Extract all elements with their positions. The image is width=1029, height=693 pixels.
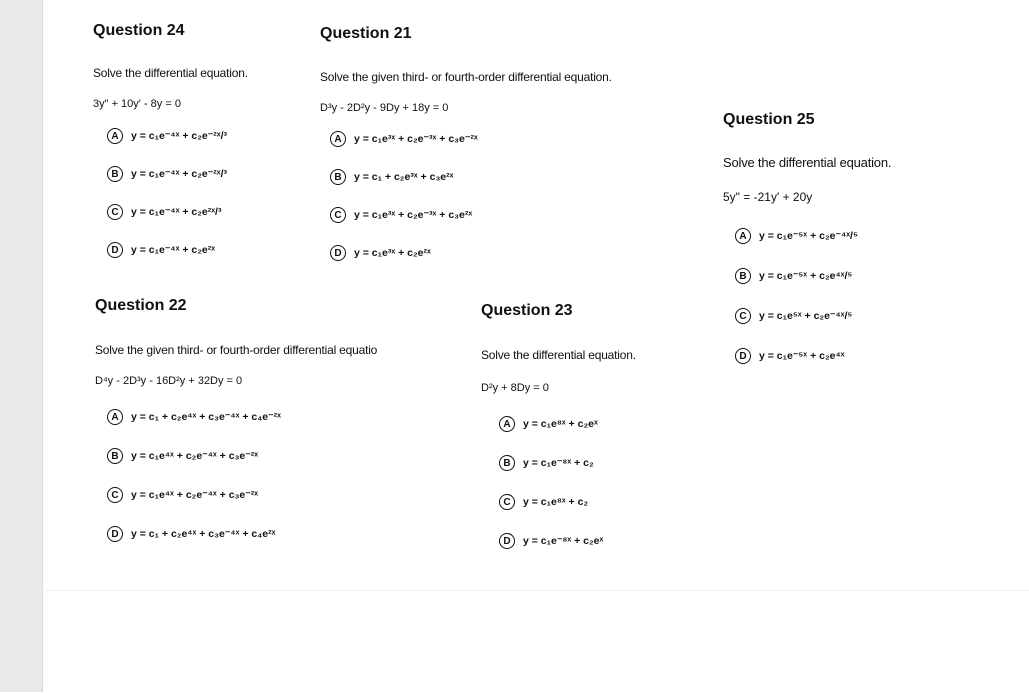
question-22 xyxy=(95,297,377,542)
option-bubble[interactable]: D xyxy=(735,348,751,364)
question-title: Question 25 xyxy=(723,111,815,128)
option-a[interactable] xyxy=(499,416,636,432)
option-b[interactable] xyxy=(499,455,636,471)
option-bubble[interactable]: D xyxy=(107,242,123,258)
option-bubble[interactable]: D xyxy=(330,245,346,261)
option-text: y = c₁e³ˣ + c₂e⁻³ˣ + c₃e⁻²ˣ xyxy=(354,133,478,145)
question-23 xyxy=(481,302,636,549)
option-text: y = c₁ + c₂e⁴ˣ + c₃e⁻⁴ˣ + c₄e⁻²ˣ xyxy=(131,411,281,423)
option-bubble[interactable]: A xyxy=(499,416,515,432)
option-bubble[interactable]: B xyxy=(330,169,346,185)
option-bubble[interactable]: C xyxy=(107,487,123,503)
option-d[interactable] xyxy=(107,526,377,542)
option-b[interactable] xyxy=(107,166,248,182)
question-title: Question 23 xyxy=(481,302,573,319)
option-text: y = c₁e⁻⁴ˣ + c₂e⁻²ˣ/³ xyxy=(131,130,228,142)
question-21 xyxy=(320,25,612,261)
question-title: Question 22 xyxy=(95,297,187,314)
option-bubble[interactable]: B xyxy=(107,166,123,182)
page-background xyxy=(43,590,1029,693)
option-a[interactable] xyxy=(107,128,248,144)
left-margin-strip xyxy=(0,0,43,692)
option-bubble[interactable]: A xyxy=(330,131,346,147)
question-equation: 5y" = -21y' + 20y xyxy=(723,190,813,204)
option-text: y = c₁e⁻⁴ˣ + c₂e²ˣ xyxy=(131,244,216,256)
option-text: y = c₁e⁸ˣ + c₂eˣ xyxy=(523,418,598,430)
option-bubble[interactable]: B xyxy=(107,448,123,464)
option-b[interactable] xyxy=(107,448,377,464)
option-bubble[interactable]: B xyxy=(735,268,751,284)
option-text: y = c₁e⁴ˣ + c₂e⁻⁴ˣ + c₃e⁻²ˣ xyxy=(131,450,259,462)
option-c[interactable] xyxy=(107,204,248,220)
option-text: y = c₁ + c₂e³ˣ + c₃e²ˣ xyxy=(354,171,454,183)
option-text: y = c₁e⁻⁵ˣ + c₂e⁴ˣ/⁵ xyxy=(759,270,853,282)
question-equation: D²y + 8Dy = 0 xyxy=(481,382,549,394)
option-c[interactable] xyxy=(107,487,377,503)
question-instruction: Solve the differential equation. xyxy=(723,155,892,170)
option-text: y = c₁e⁸ˣ + c₂ xyxy=(523,496,589,508)
option-bubble[interactable]: C xyxy=(107,204,123,220)
option-a[interactable] xyxy=(330,131,612,147)
option-b[interactable] xyxy=(330,169,612,185)
option-a[interactable] xyxy=(735,228,891,244)
option-b[interactable] xyxy=(735,268,891,284)
option-d[interactable] xyxy=(330,245,612,261)
question-25 xyxy=(723,111,891,364)
option-text: y = c₁e⁴ˣ + c₂e⁻⁴ˣ + c₃e⁻²ˣ xyxy=(131,489,259,501)
option-text: y = c₁e⁵ˣ + c₂e⁻⁴ˣ/⁵ xyxy=(759,310,853,322)
question-instruction: Solve the given third- or fourth-order differential equation. xyxy=(320,70,612,84)
option-text: y = c₁e³ˣ + c₂e²ˣ xyxy=(354,247,431,259)
option-a[interactable] xyxy=(107,409,377,425)
option-text: y = c₁e⁻⁵ˣ + c₂e⁻⁴ˣ/⁵ xyxy=(759,230,858,242)
option-c[interactable] xyxy=(499,494,636,510)
question-equation: D⁴y - 2D³y - 16D²y + 32Dy = 0 xyxy=(95,375,243,387)
option-bubble[interactable]: C xyxy=(499,494,515,510)
option-bubble[interactable]: C xyxy=(735,308,751,324)
option-d[interactable] xyxy=(107,242,248,258)
option-bubble[interactable]: B xyxy=(499,455,515,471)
option-text: y = c₁e⁻⁴ˣ + c₂e²ˣ/³ xyxy=(131,206,222,218)
question-equation: 3y" + 10y' - 8y = 0 xyxy=(93,98,181,110)
option-bubble[interactable]: D xyxy=(107,526,123,542)
option-text: y = c₁e⁻⁴ˣ + c₂e⁻²ˣ/³ xyxy=(131,168,228,180)
option-text: y = c₁ + c₂e⁴ˣ + c₃e⁻⁴ˣ + c₄e²ˣ xyxy=(131,528,276,540)
option-bubble[interactable]: D xyxy=(499,533,515,549)
option-text: y = c₁e⁻⁸ˣ + c₂ xyxy=(523,457,594,469)
question-title: Question 21 xyxy=(320,25,412,42)
option-text: y = c₁e⁻⁸ˣ + c₂eˣ xyxy=(523,535,604,547)
option-text: y = c₁e³ˣ + c₂e⁻³ˣ + c₃e²ˣ xyxy=(354,209,473,221)
question-title: Question 24 xyxy=(93,22,185,39)
option-bubble[interactable]: C xyxy=(330,207,346,223)
question-24 xyxy=(93,22,248,258)
question-instruction: Solve the differential equation. xyxy=(481,348,636,362)
option-d[interactable] xyxy=(499,533,636,549)
option-d[interactable] xyxy=(735,348,891,364)
option-bubble[interactable]: A xyxy=(735,228,751,244)
question-equation: D³y - 2D²y - 9Dy + 18y = 0 xyxy=(320,102,449,114)
question-instruction: Solve the differential equation. xyxy=(93,66,248,80)
option-c[interactable] xyxy=(735,308,891,324)
option-bubble[interactable]: A xyxy=(107,409,123,425)
option-text: y = c₁e⁻⁵ˣ + c₂e⁴ˣ xyxy=(759,350,845,362)
option-c[interactable] xyxy=(330,207,612,223)
question-instruction: Solve the given third- or fourth-order differential equatio xyxy=(95,343,378,357)
option-bubble[interactable]: A xyxy=(107,128,123,144)
